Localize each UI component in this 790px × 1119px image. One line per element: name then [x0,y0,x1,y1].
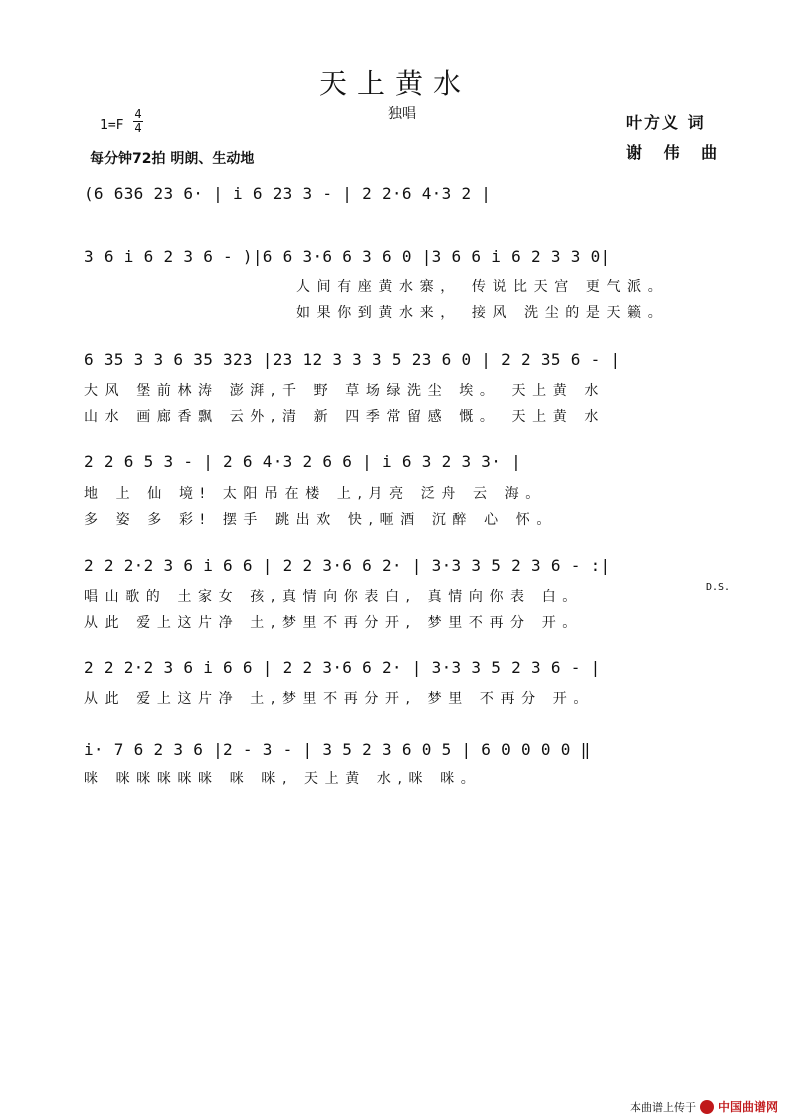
notation-line-7: i· 7 6 2 3 6 |2 - 3 - | 3 5 2 3 6 0 5 | 6 0 0 0 0 ‖ [84,740,591,759]
page-title: 天上黄水 [318,67,471,100]
composer-credit: 谢 伟 曲 [626,143,726,162]
key-signature: 1=F [100,118,124,133]
lyric-line-2b: 如果你到黄水来， 接风 洗尘的是天籁。 [296,305,669,321]
lyric-line-4b: 多 姿 多 彩! 摆手 跳出欢 快,咂酒 沉醉 心 怀。 [84,512,557,528]
lyric-line-3b: 山水 画廊香飘 云外,清 新 四季常留感 慨。 天上黄 水 [84,409,605,425]
notation-line-1: (6 636 23 6· | i 6 23 3 - | 2 2·6 4·3 2 | [84,184,492,203]
lyric-line-4a: 地 上 仙 境! 太阳吊在楼 上,月亮 泛舟 云 海。 [84,486,546,502]
footer-credit [630,1098,778,1115]
lyric-line-5a: 唱山歌的 土家女 孩,真情向你表白, 真情向你表 白。 [84,589,583,605]
lyric-line-3a: 大风 堡前林涛 澎湃,千 野 草场绿洗尘 埃。 天上黄 水 [84,383,605,399]
lyric-line-6a: 从此 爱上这片净 土,梦里不再分开, 梦里 不再分 开。 [84,691,594,707]
site-logo-icon [700,1100,714,1114]
lyric-line-7a: 咪 咪咪咪咪咪 咪 咪, 天上黄 水,咪 咪。 [84,771,482,787]
notation-line-3: 6 35 3 3 6 35 323 |23 12 3 3 3 5 23 6 0 | 2 2 35 6 - | [84,350,621,369]
notation-line-6: 2 2 2·2 3 6 i 6 6 | 2 2 3·6 6 2· | 3·3 3 5 2 3 6 - | [84,658,601,677]
upload-text: 本曲谱上传于 [629,1100,696,1114]
notation-line-2: 3 6 i 6 2 3 6 - )|6 6 3·6 6 3 6 0 |3 6 6 i 6 2 3 3 0| [84,247,611,266]
dal-segno-mark: D.S. [706,582,731,593]
lyricist-credit: 叶方义 词 [626,113,706,132]
lyric-line-2a: 人间有座黄水寨， 传说比天宫 更气派。 [296,279,669,295]
notation-line-4: 2 2 6 5 3 - | 2 6 4·3 2 6 6 | i 6 3 2 3 3· | [84,452,522,471]
notation-line-5: 2 2 2·2 3 6 i 6 6 | 2 2 3·6 6 2· | 3·3 3 5 2 3 6 - :| [84,556,611,575]
time-signature [132,108,144,135]
time-signature-bottom: 4 [134,121,142,135]
site-name[interactable]: 中国曲谱网 [717,1100,778,1114]
lyric-line-5b: 从此 爱上这片净 土,梦里不再分开, 梦里不再分 开。 [84,615,583,631]
performance-type: 独唱 [388,106,416,122]
tempo-marking: 每分钟72拍 明朗、生动地 [90,151,255,167]
time-signature-top: 4 [134,107,142,121]
